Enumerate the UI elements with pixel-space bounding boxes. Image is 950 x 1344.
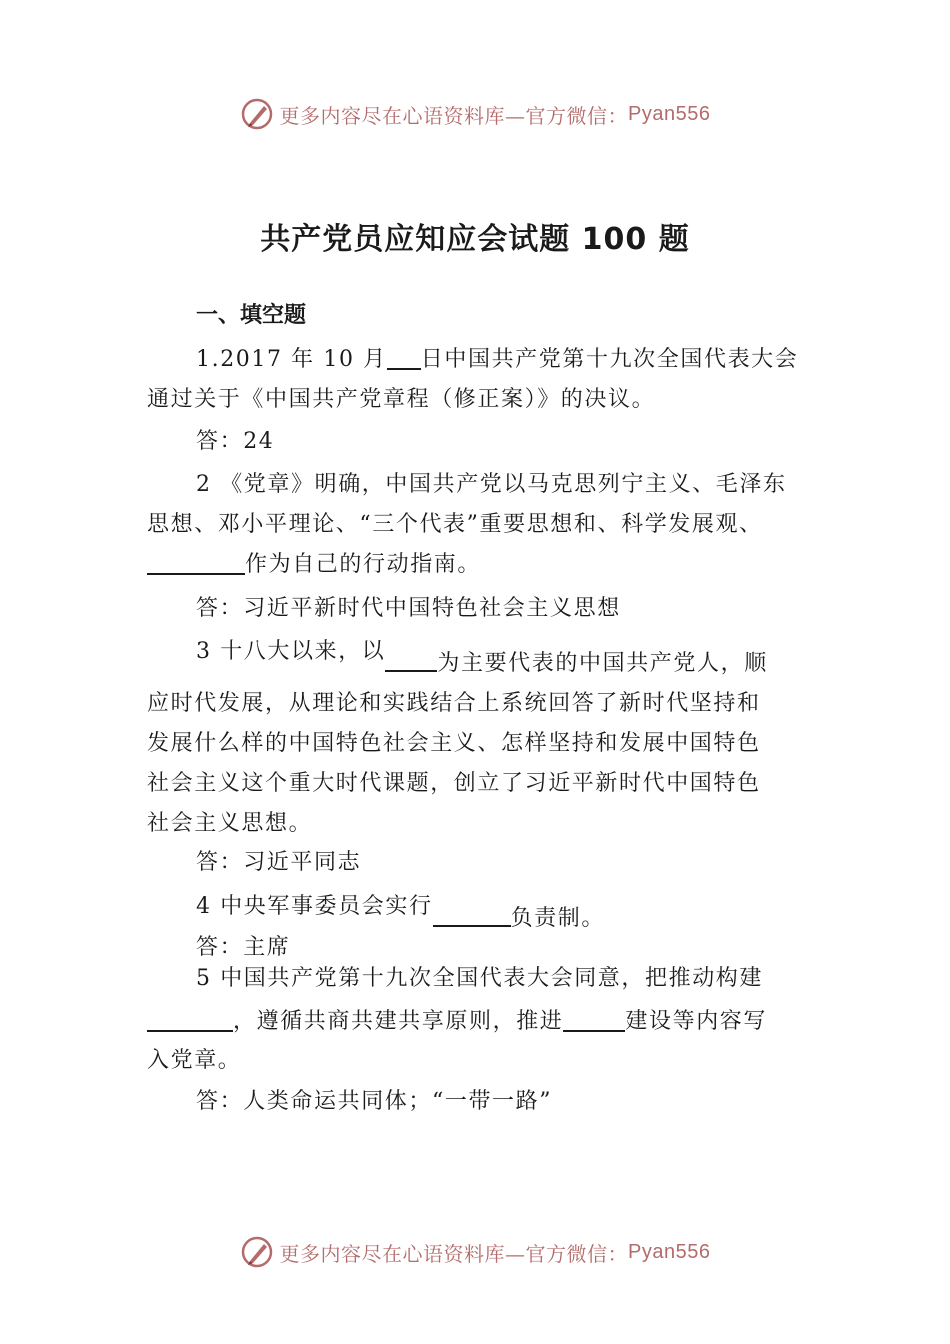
question-2-line-3 <box>147 547 807 578</box>
pen-circle-logo-icon <box>240 1235 274 1269</box>
fill-blank <box>147 549 245 575</box>
question-3-line-1 <box>196 634 807 676</box>
header-banner-text: 更多内容尽在心语资料库—官方微信： <box>279 103 629 128</box>
question-text: 建设等内容写 <box>625 1009 768 1034</box>
question-text: 为主要代表的中国共产党人，顺 <box>437 651 768 676</box>
question-1-line-1 <box>196 342 807 373</box>
question-5-line-2 <box>147 1004 807 1035</box>
question-text: 日中国共产党第十九次全国代表大会 <box>420 347 799 372</box>
footer-banner-text: 更多内容尽在心语资料库—官方微信： <box>279 1241 629 1266</box>
answer-5: 答：人类命运共同体；“一带一路” <box>196 1089 553 1114</box>
question-3-line-5: 社会主义思想。 <box>147 811 313 836</box>
question-3-line-3: 发展什么样的中国特色社会主义、怎样坚持和发展中国特色 <box>147 731 761 756</box>
document-title: 共产党员应知应会试题 100 题 <box>260 222 690 257</box>
answer-3: 答：习近平同志 <box>196 850 362 875</box>
question-3-line-2: 应时代发展，从理论和实践结合上系统回答了新时代坚持和 <box>147 691 761 716</box>
question-4-line-1 <box>196 889 807 931</box>
question-text: ，遵循共商共建共享原则，推进 <box>233 1009 564 1034</box>
question-text: 1.2017 年 10 月 <box>196 347 387 372</box>
section-title: 一、填空题 <box>196 303 307 328</box>
question-text: 3 十八大以来，以 <box>196 639 386 664</box>
footer-wechat-id: Pyan556 <box>628 1240 711 1263</box>
question-2-line-2: 思想、邓小平理论、“三个代表”重要思想和、科学发展观、 <box>147 512 763 537</box>
question-text: 作为自己的行动指南。 <box>245 552 482 577</box>
answer-1: 答：24 <box>196 429 275 454</box>
footer-banner <box>0 1232 950 1272</box>
header-banner <box>0 94 950 134</box>
question-text: 4 中央军事委员会实行 <box>196 894 433 919</box>
fill-blank <box>563 1006 625 1032</box>
answer-4: 答：主席 <box>196 935 291 960</box>
fill-blank <box>433 901 511 927</box>
fill-blank <box>385 646 437 672</box>
question-5-line-1: 5 中国共产党第十九次全国代表大会同意，把推动构建 <box>196 966 763 991</box>
header-wechat-id: Pyan556 <box>628 102 711 125</box>
question-5-line-3: 入党章。 <box>147 1048 242 1073</box>
fill-blank <box>387 344 421 370</box>
question-2-line-1: 2 《党章》明确，中国共产党以马克思列宁主义、毛泽东 <box>196 472 787 497</box>
question-1-line-2: 通过关于《中国共产党章程（修正案）》的决议。 <box>147 387 656 412</box>
question-3-line-4: 社会主义这个重大时代课题，创立了习近平新时代中国特色 <box>147 771 761 796</box>
answer-2: 答：习近平新时代中国特色社会主义思想 <box>196 596 621 621</box>
fill-blank <box>147 1006 233 1032</box>
question-text: 负责制。 <box>510 906 605 931</box>
pen-circle-logo-icon <box>240 97 274 131</box>
